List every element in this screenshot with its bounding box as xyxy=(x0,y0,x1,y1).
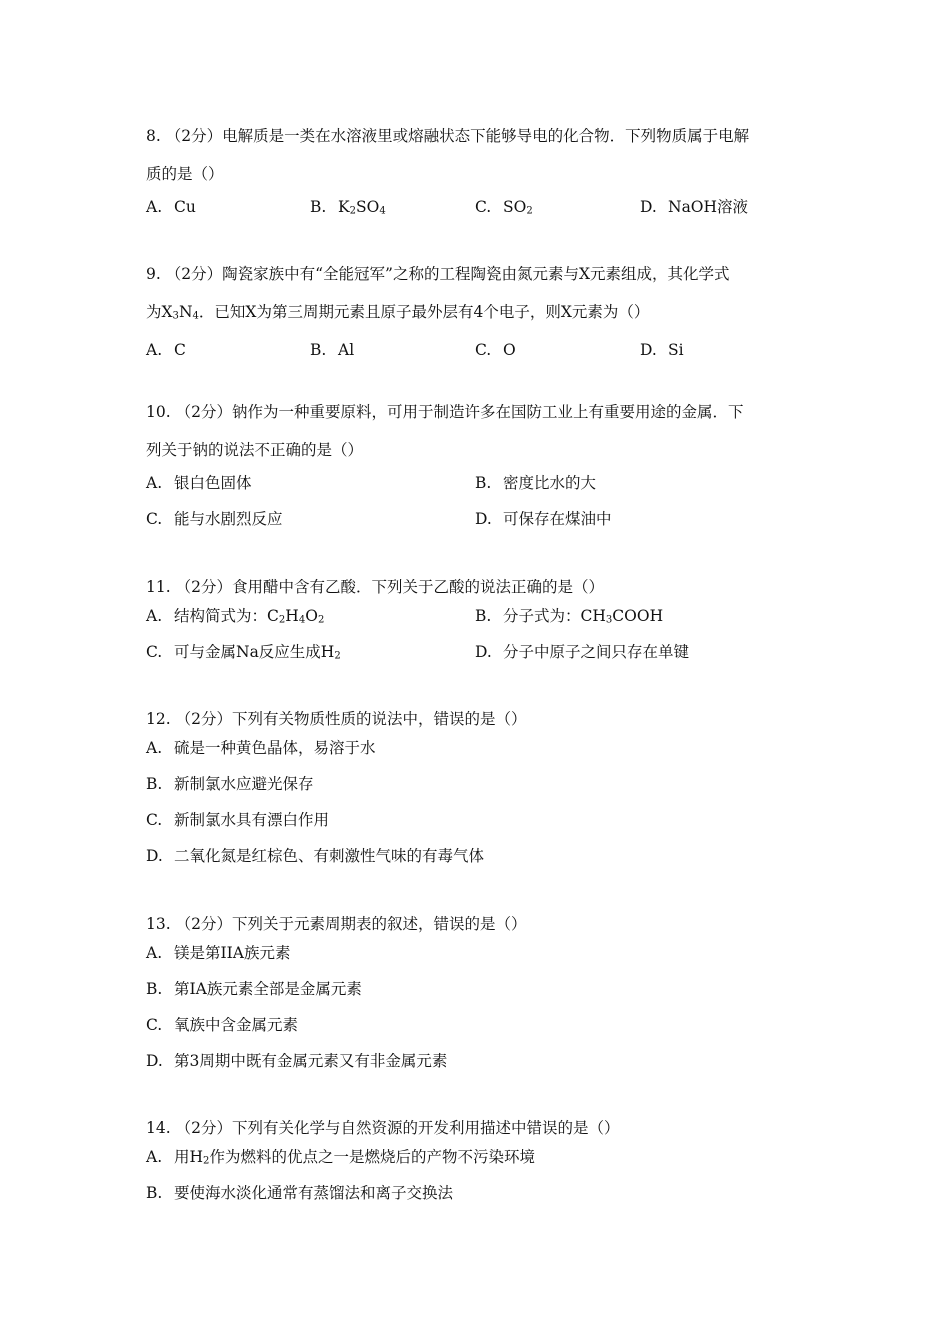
question-stem: 9. （2分）陶瓷家族中有“全能冠军”之称的工程陶瓷由氮元素与X元素组成，其化学式 xyxy=(146,265,730,283)
question-12 xyxy=(146,700,810,880)
question-stem: 11. （2分）食用醋中含有乙酸．下列关于乙酸的说法正确的是（） xyxy=(146,578,604,596)
option-c[interactable]: C. 能与水剧烈反应 xyxy=(146,510,283,528)
option-d[interactable]: D. NaOH溶液 xyxy=(640,198,749,216)
question-10 xyxy=(146,393,810,531)
question-13 xyxy=(146,905,810,1085)
question-stem-cont: 为$X_3N_4$．已知X为第三周期元素且原子最外层有4个电子，则X元素为（） xyxy=(146,303,650,322)
option-b[interactable]: B. 新制氯水应避光保存 xyxy=(146,775,314,793)
question-stem-cont: 质的是（） xyxy=(146,165,224,183)
question-8 xyxy=(146,117,810,219)
option-c[interactable]: C. $SO_2$ xyxy=(475,198,533,217)
question-stem: 8. （2分）电解质是一类在水溶液里或熔融状态下能够导电的化合物．下列物质属于电解 xyxy=(146,127,750,145)
option-d[interactable]: D. 二氧化氮是红棕色、有刺激性气味的有毒气体 xyxy=(146,847,485,865)
option-a[interactable]: A. 硫是一种黄色晶体，易溶于水 xyxy=(146,739,376,757)
option-a[interactable]: A. Cu xyxy=(146,198,196,216)
question-stem: 12. （2分）下列有关物质性质的说法中，错误的是（） xyxy=(146,710,527,728)
option-b[interactable]: B. 要使海水淡化通常有蒸馏法和离子交换法 xyxy=(146,1184,454,1202)
option-d[interactable]: D. 可保存在煤油中 xyxy=(475,510,612,528)
option-b[interactable]: B. $K_2SO_4$ xyxy=(310,198,386,217)
option-a[interactable]: A. 用$H_2$作为燃料的优点之一是燃烧后的产物不污染环境 xyxy=(146,1148,535,1167)
option-a[interactable]: A. 镁是第IIA族元素 xyxy=(146,944,291,962)
option-c[interactable]: C. 可与金属Na反应生成$H_2$ xyxy=(146,643,341,662)
option-d[interactable]: D. Si xyxy=(640,340,684,359)
question-14 xyxy=(146,1109,810,1217)
question-stem: 13. （2分）下列关于元素周期表的叙述，错误的是（） xyxy=(146,915,527,933)
option-d[interactable]: D. 分子中原子之间只存在单键 xyxy=(475,643,690,661)
option-d[interactable]: D. 第3周期中既有金属元素又有非金属元素 xyxy=(146,1052,448,1070)
option-b[interactable]: B. 密度比水的大 xyxy=(475,474,597,492)
option-c[interactable]: C. 氧族中含金属元素 xyxy=(146,1016,299,1034)
question-stem: 14. （2分）下列有关化学与自然资源的开发利用描述中错误的是（） xyxy=(146,1119,620,1137)
option-c[interactable]: C. O xyxy=(475,340,516,359)
question-stem-cont: 列关于钠的说法不正确的是（） xyxy=(146,441,364,459)
question-9 xyxy=(146,255,810,362)
option-a[interactable]: A. 银白色固体 xyxy=(146,474,252,492)
question-11 xyxy=(146,568,810,664)
option-b[interactable]: B. 分子式为：$CH_3COOH$ xyxy=(475,607,664,626)
option-a[interactable]: A. C xyxy=(146,340,186,359)
option-a[interactable]: A. 结构简式为：$C_2H_4O_2$ xyxy=(146,607,325,626)
option-b[interactable]: B. Al xyxy=(310,340,355,359)
question-stem: 10. （2分）钠作为一种重要原料，可用于制造许多在国防工业上有重要用途的金属．下 xyxy=(146,403,744,421)
option-c[interactable]: C. 新制氯水具有漂白作用 xyxy=(146,811,330,829)
option-b[interactable]: B. 第IA族元素全部是金属元素 xyxy=(146,980,362,998)
